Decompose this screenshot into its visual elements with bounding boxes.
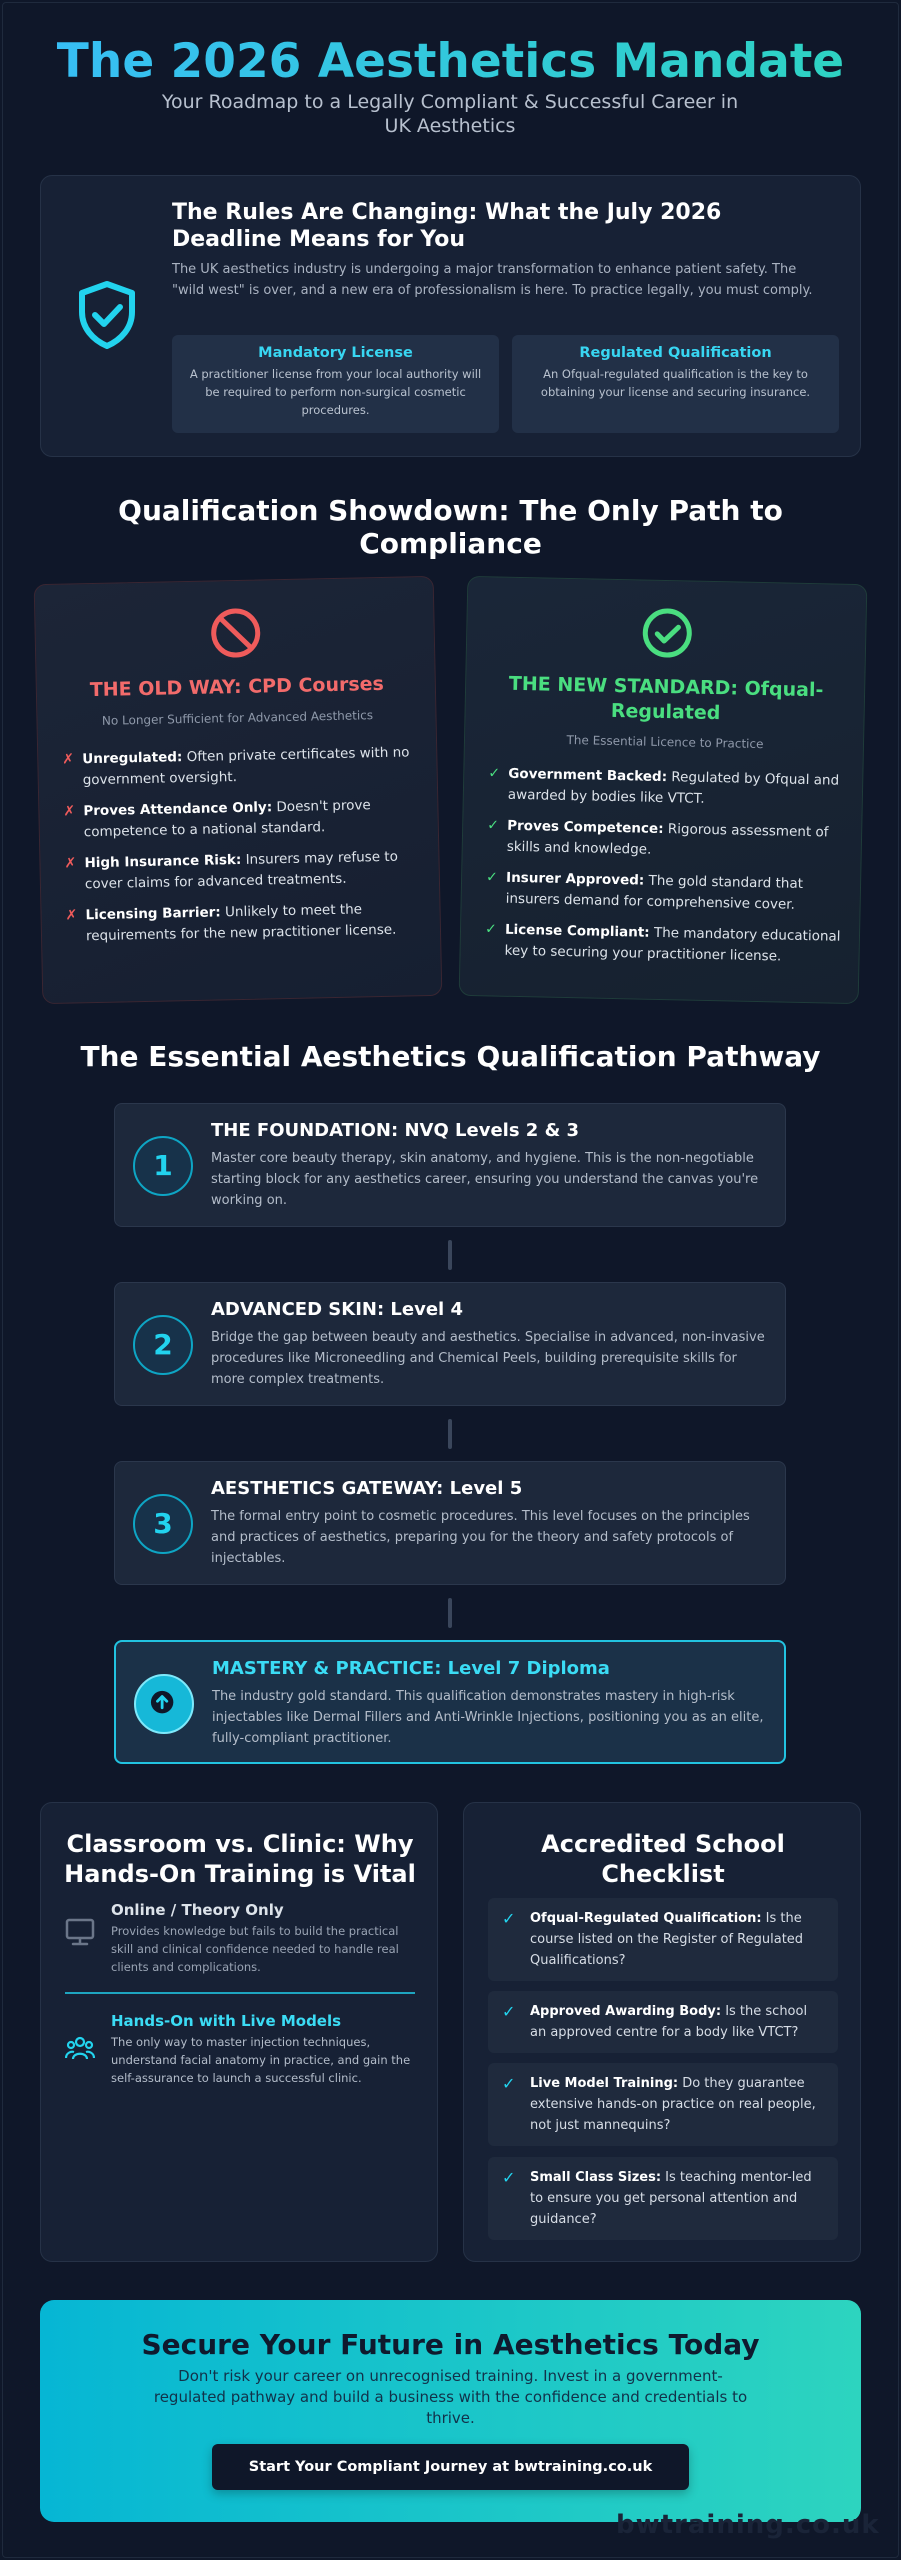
- watermark-text: bwtraining.co.uk: [616, 2510, 880, 2540]
- rules-description: The UK aesthetics industry is undergoing a major transformation to enhance patient safety. The "wild west" is over, and a new era of professionalism is here. To practice legally, you must comply.: [172, 262, 813, 298]
- check-icon: ✓: [488, 765, 501, 782]
- list-item: ✗ Unregulated: Often private certificates with no government oversight.: [62, 744, 410, 789]
- cross-icon: ✗: [65, 907, 78, 924]
- online-title: Online / Theory Only: [111, 1901, 284, 1919]
- list-item: ✓ Insurer Approved: The gold standard that insurers demand for comprehensive cover.: [485, 869, 804, 913]
- list-item: ✗ Licensing Barrier: Unlikely to meet the requirements for the new practitioner license.: [65, 901, 397, 945]
- showdown-title: Qualification Showdown: The Only Path to Compliance: [118, 494, 783, 560]
- cta-text: Don't risk your career on unrecognised training. Invest in a government-regulated pathway and build a business with the confidence and credentials to thrive.: [153, 2367, 748, 2427]
- section-divider: [65, 1992, 415, 1994]
- prohibited-icon: [209, 606, 262, 659]
- cta-title: Secure Your Future in Aesthetics Today: [141, 2328, 760, 2361]
- old-way-card: [34, 576, 443, 1004]
- new-standard-list: [482, 763, 846, 978]
- step-badge: [134, 1674, 194, 1734]
- shield-check-icon: [70, 278, 144, 352]
- list-item: ✓ Government Backed: Regulated by Ofqual and awarded by bodies like VTCT.: [488, 765, 840, 807]
- checklist-title: Accredited School Checklist: [541, 1830, 785, 1888]
- step-connector: [448, 1419, 452, 1449]
- check-icon: ✓: [502, 2002, 516, 2021]
- check-icon: ✓: [502, 2074, 516, 2093]
- step-description: Bridge the gap between beauty and aesthetics. Specialise in advanced, non-invasive procedures like Microneedling and Chemical Peels, building prerequisite skills for more complex treatments.: [211, 1330, 765, 1387]
- check-icon: ✓: [487, 817, 500, 834]
- classroom-title: Classroom vs. Clinic: Why Hands-On Training is Vital: [64, 1830, 416, 1888]
- regulated-qualification-box: [512, 335, 839, 433]
- step-number: 2: [133, 1315, 193, 1375]
- cross-icon: ✗: [63, 803, 76, 820]
- old-way-list: [60, 742, 424, 957]
- step-title: MASTERY & PRACTICE: Level 7 Diploma: [212, 1658, 610, 1679]
- check-icon: ✓: [484, 921, 497, 938]
- arrow-up-circle-icon: [136, 1676, 192, 1732]
- classroom-card: [40, 1802, 438, 2262]
- box-title: Regulated Qualification: [579, 345, 772, 361]
- checklist-item: ✓ Live Model Training: Do they guarantee extensive hands-on practice on real people, not just mannequins?: [488, 2063, 838, 2146]
- check-circle-icon: [641, 607, 694, 660]
- cross-icon: ✗: [64, 855, 77, 872]
- pathway-step-2: [114, 1282, 786, 1406]
- check-icon: ✓: [502, 2168, 516, 2187]
- online-text: Provides knowledge but fails to build the practical skill and clinical confidence needed to handle real clients and complications.: [111, 1924, 399, 1974]
- step-description: The industry gold standard. This qualification demonstrates mastery in high-risk injectables like Dermal Fillers and Anti-Wrinkle Injections, positioning you as an elite, fully-compliant practitioner.: [212, 1689, 764, 1746]
- step-number: 3: [133, 1494, 193, 1554]
- checklist-item: ✓ Approved Awarding Body: Is the school an approved centre for a body like VTCT?: [488, 1991, 838, 2053]
- box-title: Mandatory License: [258, 345, 413, 361]
- check-icon: ✓: [485, 869, 499, 886]
- pathway-step-1: [114, 1103, 786, 1227]
- new-standard-subtitle: The Essential Licence to Practice: [566, 732, 764, 752]
- step-title: ADVANCED SKIN: Level 4: [211, 1299, 464, 1320]
- old-way-subtitle: No Longer Sufficient for Advanced Aesthetics: [101, 708, 374, 728]
- list-item: ✗ High Insurance Risk: Insurers may refuse to cover claims for advanced treatments.: [64, 848, 399, 893]
- list-item: ✓ License Compliant: The mandatory educational key to securing your practitioner license.: [484, 921, 841, 965]
- cross-icon: ✗: [62, 751, 75, 768]
- handson-title: Hands-On with Live Models: [111, 2012, 342, 2030]
- list-item: ✓ Proves Competence: Rigorous assessment of skills and knowledge.: [487, 817, 829, 858]
- checklist-card: [463, 1802, 861, 2262]
- rules-title: The Rules Are Changing: What the July 2026 Deadline Means for You: [172, 200, 722, 252]
- pathway-title: The Essential Aesthetics Qualification Pathway: [80, 1040, 821, 1073]
- new-standard-title: THE NEW STANDARD: Ofqual-Regulated: [508, 672, 824, 725]
- list-item: ✗ Proves Attendance Only: Doesn't prove competence to a national standard.: [63, 797, 371, 841]
- step-connector: [448, 1240, 452, 1270]
- pathway-step-mastery: [114, 1640, 786, 1764]
- new-standard-card: [459, 576, 868, 1004]
- cta-button[interactable]: Start Your Compliant Journey at bwtraining.co.uk: [212, 2444, 689, 2490]
- step-description: Master core beauty therapy, skin anatomy, and hygiene. This is the non-negotiable starting block for any aesthetics career, ensuring you understand the canvas you're working on.: [211, 1151, 759, 1208]
- step-connector: [448, 1598, 452, 1628]
- box-text: A practitioner license from your local authority will be required to perform non-surgical cosmetic procedures.: [189, 367, 482, 417]
- box-text: An Ofqual-regulated qualification is the key to obtaining your license and securing insurance.: [540, 367, 811, 399]
- step-number: 1: [133, 1136, 193, 1196]
- checklist-item: ✓ Small Class Sizes: Is teaching mentor-led to ensure you get personal attention and guidance?: [488, 2157, 838, 2240]
- mandatory-license-box: [172, 335, 499, 433]
- page-title: The 2026 Aesthetics Mandate: [0, 32, 901, 92]
- page-subtitle: Your Roadmap to a Legally Compliant & Successful Career in UK Aesthetics: [161, 91, 739, 137]
- cta-banner: [40, 2300, 861, 2522]
- step-title: THE FOUNDATION: NVQ Levels 2 & 3: [211, 1120, 580, 1141]
- monitor-icon: [65, 1917, 95, 1947]
- step-title: AESTHETICS GATEWAY: Level 5: [211, 1478, 523, 1499]
- step-description: The formal entry point to cosmetic procedures. This level focuses on the principles and practices of aesthetics, preparing you for the theory and safety protocols of injectables.: [211, 1509, 750, 1566]
- old-way-title: THE OLD WAY: CPD Courses: [89, 672, 385, 702]
- pathway-step-3: [114, 1461, 786, 1585]
- handson-text: The only way to master injection techniques, understand facial anatomy in practice, and gain the self-assurance to launch a successful clinic.: [111, 2035, 411, 2085]
- users-group-icon: [65, 2033, 95, 2063]
- check-icon: ✓: [502, 1909, 516, 1928]
- checklist-item: ✓ Ofqual-Regulated Qualification: Is the course listed on the Register of Regulated Qualifications?: [488, 1898, 838, 1981]
